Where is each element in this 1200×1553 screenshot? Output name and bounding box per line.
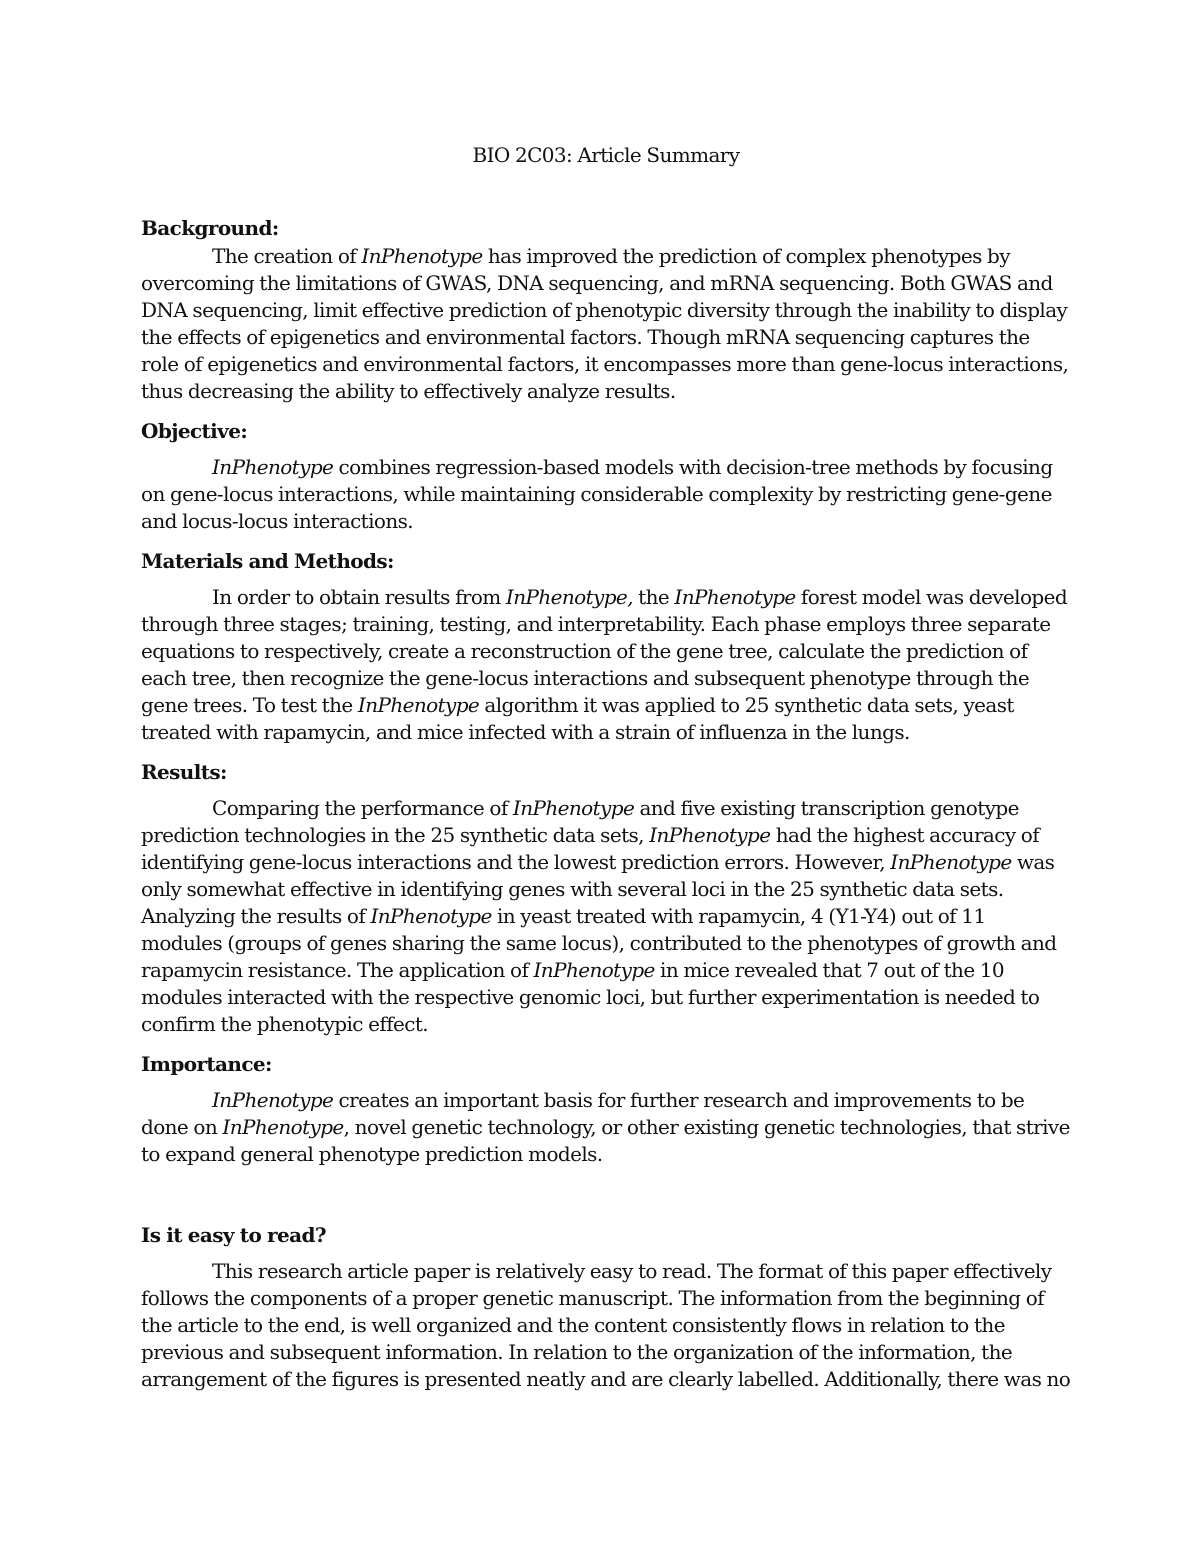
section-heading-methods: Materials and Methods: bbox=[141, 549, 394, 573]
background-paragraph bbox=[141, 243, 1071, 405]
results-inphenotype-term-3: InPhenotype bbox=[890, 850, 1012, 874]
methods-inphenotype-term-3: InPhenotype bbox=[357, 693, 480, 717]
section-heading-readability: Is it easy to read? bbox=[141, 1223, 326, 1247]
section-heading-results: Results: bbox=[141, 760, 227, 784]
readability-paragraph: This research article paper is relatively easy to read. The format of this paper effectively follows the components of a proper genetic manuscript. The information from the beginning of the article to the end, is well organized and the content consistently flows in relation to the previous and subsequent information. In relation to the organization of the information, the arrangement of the figures is presented neatly and are clearly labelled. Additionally, there was no bbox=[141, 1259, 1071, 1391]
importance-inphenotype-term-1: InPhenotype bbox=[212, 1088, 334, 1112]
importance-inphenotype-term-2: InPhenotype bbox=[222, 1115, 344, 1139]
section-importance bbox=[141, 1049, 1071, 1168]
results-text-1: Comparing the performance of bbox=[212, 796, 513, 820]
objective-paragraph bbox=[141, 454, 1071, 535]
section-objective bbox=[141, 416, 1071, 535]
results-text-2: and five existing transcription genotype prediction technologies in the 25 synthetic data sets, bbox=[141, 796, 1019, 847]
methods-text-2: the bbox=[632, 585, 675, 609]
importance-text-1: creates an important basis for further research and improvements to be done on bbox=[141, 1088, 1025, 1139]
section-heading-background: Background: bbox=[141, 216, 279, 240]
importance-paragraph bbox=[141, 1087, 1071, 1168]
section-methods bbox=[141, 546, 1071, 746]
document-page bbox=[141, 140, 1071, 1404]
results-text-4: was only somewhat effective in identifying genes with several loci in the 25 synthetic data sets. Analyzing the results of bbox=[141, 850, 1055, 928]
results-inphenotype-term-2: InPhenotype bbox=[649, 823, 771, 847]
section-results bbox=[141, 757, 1071, 1038]
methods-text-1: In order to obtain results from bbox=[212, 585, 506, 609]
section-heading-importance: Importance: bbox=[141, 1052, 272, 1076]
section-heading-objective: Objective: bbox=[141, 419, 248, 443]
objective-inphenotype-term: InPhenotype bbox=[212, 455, 334, 479]
results-inphenotype-term-5: InPhenotype bbox=[533, 958, 655, 982]
results-paragraph bbox=[141, 795, 1071, 1038]
results-text-5: in yeast treated with rapamycin, 4 (Y1-Y4) out of 11 modules (groups of genes sharing the same locus), contributed to the phenotypes of growth and rapamycin resistance. The application of bbox=[141, 904, 1057, 982]
section-background bbox=[141, 213, 1071, 405]
methods-text-3: forest model was developed through three stages; training, testing, and interpretability. Each phase employs three separate equations to respectively, create a reconstruction of the gene tree, calculate the prediction of each tree, then recognize the gene-locus interactions and subsequent phenotype through the gene trees. To test the bbox=[141, 585, 1068, 717]
results-text-6: in mice revealed that 7 out of the 10 modules interacted with the respective genomic loci, but further experimentation is needed to confirm the phenotypic effect. bbox=[141, 958, 1040, 1036]
importance-text-2: , novel genetic technology, or other existing genetic technologies, that strive to expand general phenotype prediction models. bbox=[141, 1115, 1070, 1166]
results-text-3: had the highest accuracy of identifying gene-locus interactions and the lowest prediction errors. However, bbox=[141, 823, 1040, 874]
results-inphenotype-term-1: InPhenotype bbox=[512, 796, 635, 820]
results-inphenotype-term-4: InPhenotype bbox=[370, 904, 492, 928]
methods-paragraph bbox=[141, 584, 1071, 746]
background-text-2: has improved the prediction of complex phenotypes by overcoming the limitations of GWAS, DNA sequencing, and mRNA sequencing. Both GWAS and DNA sequencing, limit effective prediction of phenotypic diversity through the inability to display the effects of epigenetics and environmental factors. Though mRNA sequencing captures the role of epigenetics and environmental factors, it encompasses more than gene-locus interactions, thus decreasing the ability to effectively analyze results. bbox=[141, 244, 1069, 403]
background-text-1: The creation of bbox=[212, 244, 362, 268]
methods-inphenotype-term-2: InPhenotype bbox=[674, 585, 796, 609]
methods-inphenotype-term-1: InPhenotype, bbox=[505, 585, 633, 609]
objective-text-1: combines regression-based models with decision-tree methods by focusing on gene-locus interactions, while maintaining considerable complexity by restricting gene-gene and locus-locus interactions. bbox=[141, 455, 1053, 533]
section-spacer bbox=[141, 1179, 1071, 1220]
methods-text-4: algorithm it was applied to 25 synthetic data sets, yeast treated with rapamycin, and mice infected with a strain of influenza in the lungs. bbox=[141, 693, 1014, 744]
section-readability bbox=[141, 1220, 1071, 1393]
document-title: BIO 2C03: Article Summary bbox=[472, 143, 740, 167]
background-inphenotype-term: InPhenotype bbox=[361, 244, 483, 268]
